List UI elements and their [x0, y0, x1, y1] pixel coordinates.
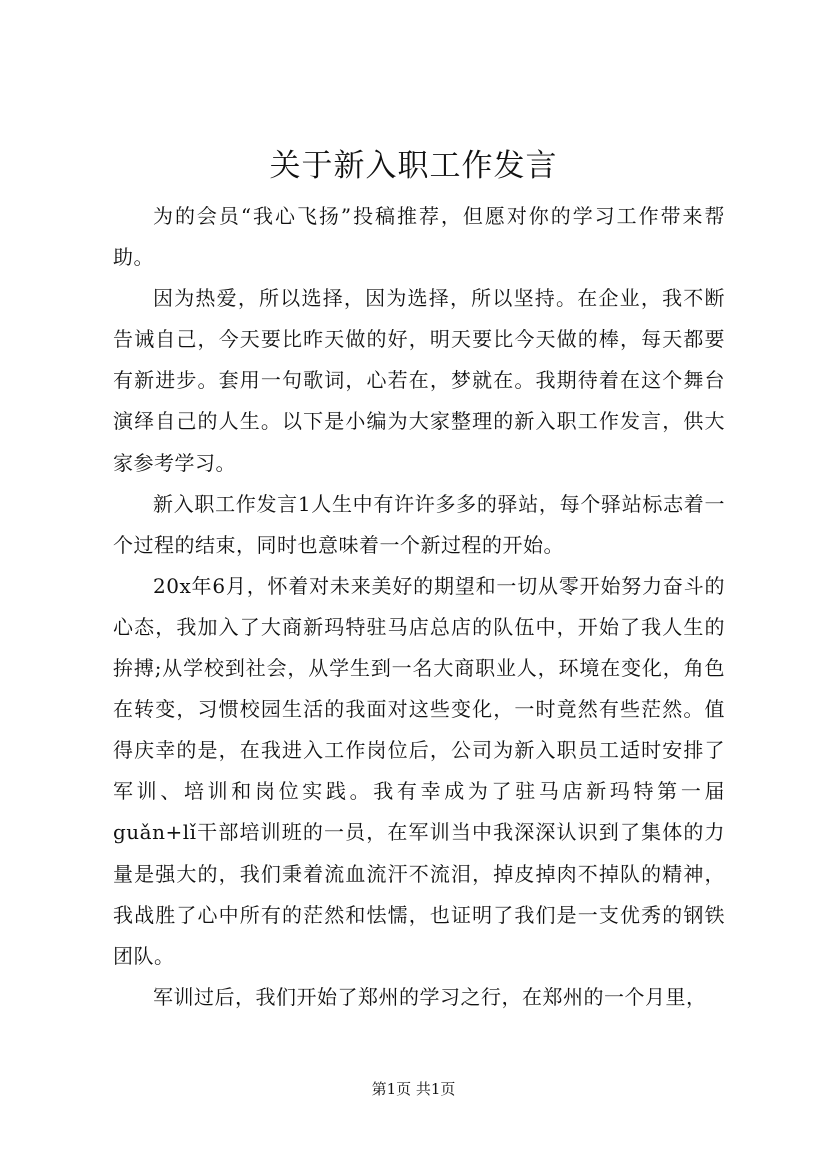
paragraph-after-training: 军训过后，我们开始了郑州的学习之行，在郑州的一个月里，: [153, 984, 707, 1009]
document-body: [113, 196, 725, 1018]
paragraph-passion: 因为热爱，所以选择，因为选择，所以坚持。在企业，我不断告诫自己，今天要比昨天做的好，明天要比今天做的棒，每天都要有新进步。套用一句歌词，心若在，梦就在。我期待着在这个舞台演绎自己的人生。以下是小编为大家整理的新入职工作发言，供大家参考学习。: [113, 286, 725, 475]
paragraph-june: 20x年6月，怀着对未来美好的期望和一切从零开始努力奋斗的心态，我加入了大商新玛特驻马店总店的队伍中，开始了我人生的拚搏;从学校到社会，从学生到一名大商职业人，环境在变化，角色在转变，习惯校园生活的我面对这些变化，一时竟然有些茫然。值得庆幸的是，在我进入工作岗位后，公司为新入职员工适时安排了军训、培训和岗位实践。我有幸成为了驻马店新玛特第一届guǎn+lǐ干部培训班的一员，在军训当中我深深认识到了集体的力量是强大的，我们秉着流血流汗不流泪，掉皮掉肉不掉队的精神，我战胜了心中所有的茫然和怯懦，也证明了我们是一支优秀的钢铁团队。: [113, 573, 725, 968]
page-footer: 第1页 共1页: [371, 1080, 456, 1098]
paragraph-intro: 为的会员“我心飞扬”投稿推荐，但愿对你的学习工作带来帮助。: [113, 204, 725, 270]
document-title: 关于新入职工作发言: [269, 148, 558, 184]
paragraph-speech-1: 新入职工作发言1人生中有许许多多的驿站，每个驿站标志着一个过程的结束，同时也意味着一个新过程的开始。: [113, 491, 725, 557]
